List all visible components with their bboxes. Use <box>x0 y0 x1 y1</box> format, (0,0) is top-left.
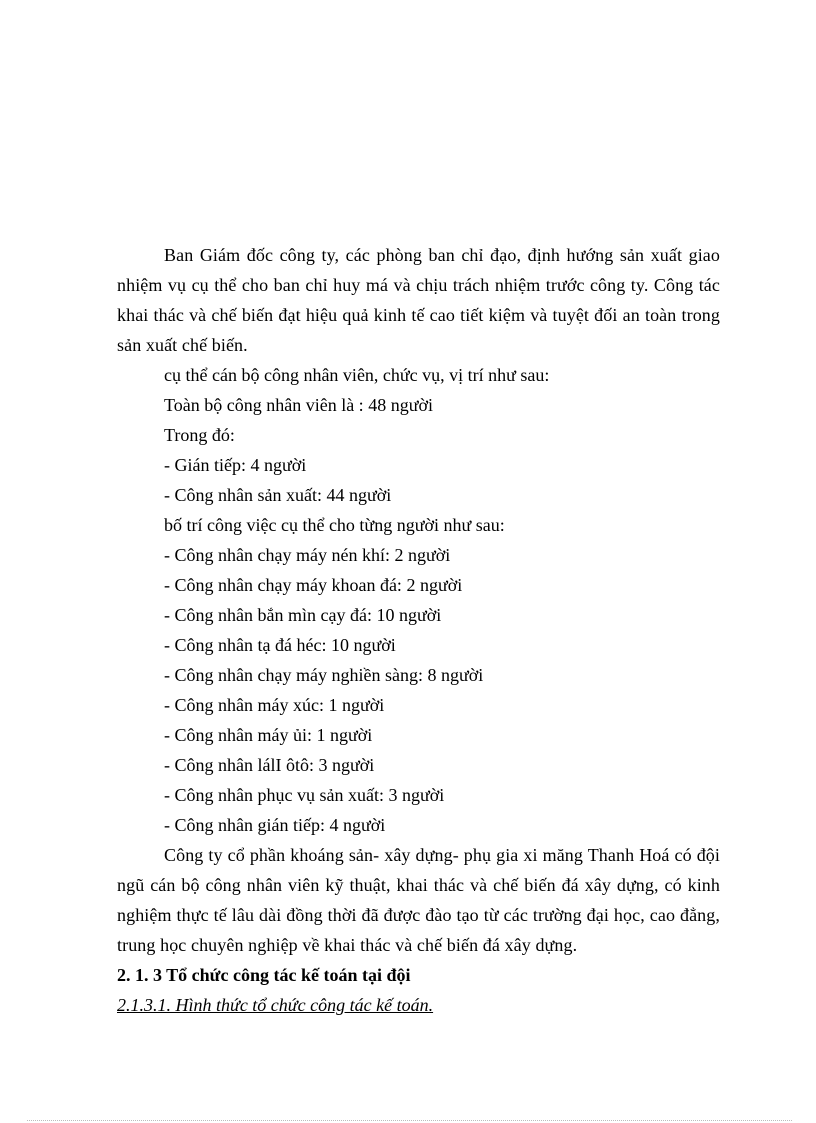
page-bottom-divider <box>27 1120 792 1121</box>
subsection-heading: 2.1.3.1. Hình thức tổ chức công tác kế toán. <box>117 995 434 1015</box>
list-item: - Công nhân chạy máy khoan đá: 2 người <box>164 575 463 595</box>
list-item: - Công nhân máy xúc: 1 người <box>164 695 385 715</box>
list-item: - Công nhân gián tiếp: 4 người <box>164 815 386 835</box>
closing-paragraph: Công ty cổ phần khoáng sản- xây dựng- phụ gia xi măng Thanh Hoá có đội ngũ cán bộ công nhân viên kỹ thuật, khai thác và chế biến đá xây dựng, có kinh nghiệm thực tế lâu dài đồng thời đã được đào tạo từ các trường đại học, cao đẳng, trung học chuyên nghiệp về khai thác và chế biến đá xây dựng. <box>117 845 720 955</box>
assignment-intro-line: bố trí công việc cụ thể cho từng người như sau: <box>164 515 505 535</box>
staff-intro-line: cụ thể cán bộ công nhân viên, chức vụ, vị trí như sau: <box>164 365 550 385</box>
list-item: - Công nhân tạ đá héc: 10 người <box>164 635 396 655</box>
list-item: - Công nhân máy ủi: 1 người <box>164 725 373 745</box>
list-item: - Công nhân chạy máy nghiền sàng: 8 người <box>164 665 484 685</box>
total-staff-line: Toàn bộ công nhân viên là : 48 người <box>164 395 433 415</box>
section-heading: 2. 1. 3 Tổ chức công tác kế toán tại đội <box>117 965 411 985</box>
list-item: - Công nhân bắn mìn cạy đá: 10 người <box>164 605 442 625</box>
list-item: - Gián tiếp: 4 người <box>164 455 307 475</box>
breakdown-label: Trong đó: <box>164 425 235 445</box>
intro-paragraph: Ban Giám đốc công ty, các phòng ban chỉ đạo, định hướng sản xuất giao nhiệm vụ cụ thể cho ban chỉ huy má và chịu trách nhiệm trước công ty. Công tác khai thác và chế biến đạt hiệu quả kinh tế cao tiết kiệm và tuyệt đối an toàn trong sản xuất chế biến. <box>117 245 720 355</box>
document-page <box>117 240 720 1020</box>
list-item: - Công nhân sản xuất: 44 người <box>164 485 392 505</box>
list-item: - Công nhân chạy máy nén khí: 2 người <box>164 545 451 565</box>
list-item: - Công nhân phục vụ sản xuất: 3 người <box>164 785 445 805</box>
list-item: - Công nhân lálI ôtô: 3 người <box>164 755 375 775</box>
